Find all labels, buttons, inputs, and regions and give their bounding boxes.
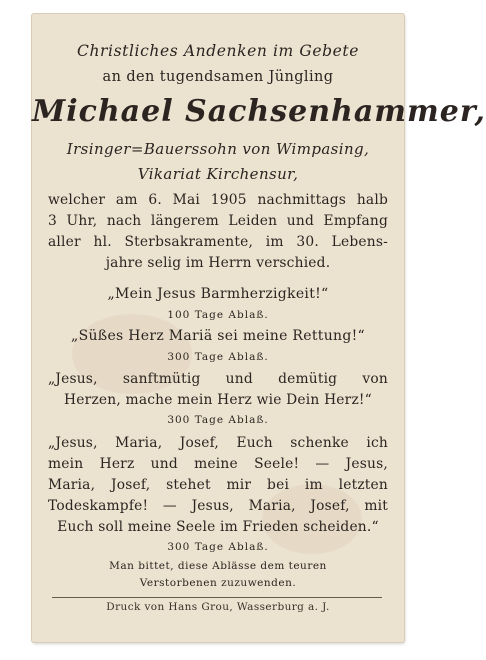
prayer-4-line: Maria, Josef, stehet mir bei im letzten: [48, 477, 388, 493]
deceased-name: Michael Sachsenhammer,: [32, 94, 486, 129]
prayer-4-line: „Jesus, Maria, Josef, Euch schenke ich: [48, 435, 388, 451]
prayer-3-line: „Jesus, sanftmütig und demütig von: [48, 371, 388, 387]
body-line: welcher am 6. Mai 1905 nachmittags halb: [48, 192, 388, 208]
prayer-4-line: Euch soll meine Seele im Frieden scheiden.“: [57, 519, 379, 535]
indulgence-4: 300 Tage Ablaß.: [167, 541, 269, 553]
memorial-card: [32, 14, 486, 642]
parish-line: Vikariat Kirchensur,: [137, 165, 299, 183]
header-line-2: an den tugendsamen Jüngling: [102, 69, 334, 85]
body-line: 3 Uhr, nach längerem Leiden und Empfang: [48, 213, 388, 229]
request-line: Verstorbenen zuzuwenden.: [139, 577, 297, 589]
printer-imprint: Druck von Hans Grou, Wasserburg a. J.: [106, 601, 330, 613]
prayer-1: „Mein Jesus Barmherzigkeit!“: [107, 286, 329, 302]
prayer-4-line: Todeskampfe! — Jesus, Maria, Josef, mit: [48, 498, 388, 514]
indulgence-1: 100 Tage Ablaß.: [167, 309, 269, 321]
request-line: Man bittet, diese Ablässe dem teuren: [109, 560, 327, 572]
origin-line: Irsinger=Bauerssohn von Wimpasing,: [66, 140, 370, 158]
indulgence-3: 300 Tage Ablaß.: [167, 414, 269, 426]
body-line: aller hl. Sterbsakramente, im 30. Lebens-: [48, 234, 388, 250]
body-line: jahre selig im Herrn verschied.: [105, 255, 331, 271]
indulgence-2: 300 Tage Ablaß.: [167, 351, 269, 363]
prayer-4-line: mein Herz und meine Seele! — Jesus,: [48, 456, 388, 472]
prayer-3-line: Herzen, mache mein Herz wie Dein Herz!“: [64, 392, 372, 408]
divider-rule: [52, 597, 382, 598]
header-line-1: Christliches Andenken im Gebete: [77, 42, 359, 60]
prayer-2: „Süßes Herz Mariä sei meine Rettung!“: [71, 328, 365, 344]
